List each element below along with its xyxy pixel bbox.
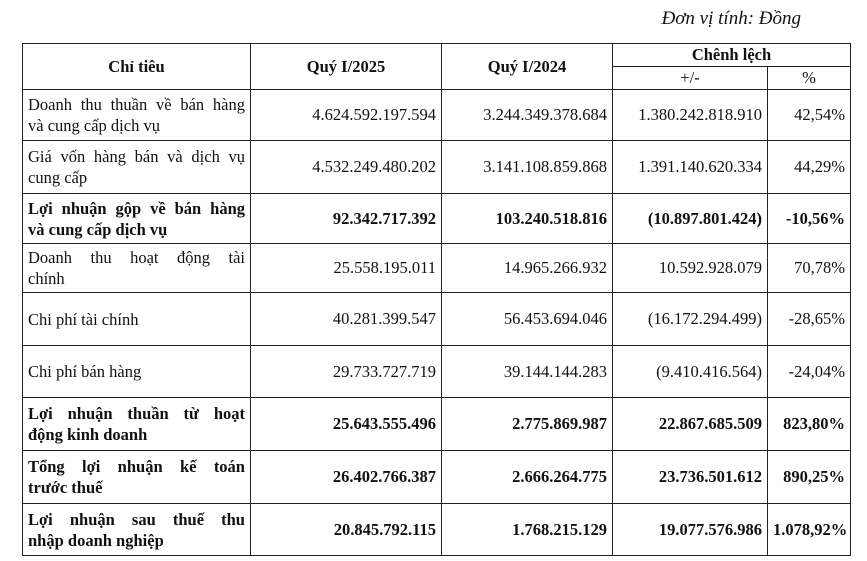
value-q2024: 2.666.264.775: [442, 451, 613, 504]
table-row: [23, 398, 851, 451]
table-row: [23, 293, 851, 346]
row-label: Doanh thu hoạt động tài chính: [23, 244, 251, 293]
table-row: [23, 504, 851, 556]
value-pct: 42,54%: [768, 90, 851, 141]
row-label: Tổng lợi nhuận kế toán trước thuế: [23, 451, 251, 504]
row-label: Chi phí tài chính: [23, 293, 251, 346]
value-pct: -10,56%: [768, 194, 851, 244]
value-diff: (10.897.801.424): [613, 194, 768, 244]
value-q2024: 103.240.518.816: [442, 194, 613, 244]
table-row: [23, 244, 851, 293]
value-pct: 823,80%: [768, 398, 851, 451]
value-pct: 1.078,92%: [768, 504, 851, 556]
header-diff-pct: %: [768, 67, 851, 90]
value-pct: 890,25%: [768, 451, 851, 504]
header-q2025: Quý I/2025: [251, 44, 442, 90]
value-q2025: 4.624.592.197.594: [251, 90, 442, 141]
value-q2024: 39.144.144.283: [442, 346, 613, 398]
value-pct: 70,78%: [768, 244, 851, 293]
value-q2025: 92.342.717.392: [251, 194, 442, 244]
header-q2024: Quý I/2024: [442, 44, 613, 90]
row-label: Lợi nhuận sau thuế thu nhập doanh nghiệp: [23, 504, 251, 556]
table-row: [23, 141, 851, 194]
value-pct: -28,65%: [768, 293, 851, 346]
value-q2024: 2.775.869.987: [442, 398, 613, 451]
table-row: [23, 90, 851, 141]
value-q2024: 14.965.266.932: [442, 244, 613, 293]
row-label: Lợi nhuận thuần từ hoạt động kinh doanh: [23, 398, 251, 451]
value-diff: 1.391.140.620.334: [613, 141, 768, 194]
value-diff: 22.867.685.509: [613, 398, 768, 451]
value-q2025: 4.532.249.480.202: [251, 141, 442, 194]
value-diff: (9.410.416.564): [613, 346, 768, 398]
value-q2024: 3.141.108.859.868: [442, 141, 613, 194]
value-diff: 1.380.242.818.910: [613, 90, 768, 141]
row-label: Chi phí bán hàng: [23, 346, 251, 398]
value-q2024: 56.453.694.046: [442, 293, 613, 346]
row-label: Lợi nhuận gộp về bán hàng và cung cấp dịch vụ: [23, 194, 251, 244]
value-q2025: 40.281.399.547: [251, 293, 442, 346]
value-diff: 19.077.576.986: [613, 504, 768, 556]
header-diff-abs: +/-: [613, 67, 768, 90]
header-diff: Chênh lệch: [613, 44, 851, 67]
table-row: [23, 451, 851, 504]
value-pct: -24,04%: [768, 346, 851, 398]
value-q2024: 1.768.215.129: [442, 504, 613, 556]
header-item: Chỉ tiêu: [23, 44, 251, 90]
table-row: [23, 194, 851, 244]
value-pct: 44,29%: [768, 141, 851, 194]
table-row: [23, 346, 851, 398]
value-q2025: 29.733.727.719: [251, 346, 442, 398]
row-label: Giá vốn hàng bán và dịch vụ cung cấp: [23, 141, 251, 194]
value-q2024: 3.244.349.378.684: [442, 90, 613, 141]
value-q2025: 20.845.792.115: [251, 504, 442, 556]
value-q2025: 25.643.555.496: [251, 398, 442, 451]
financial-table: [22, 43, 851, 556]
value-q2025: 25.558.195.011: [251, 244, 442, 293]
value-diff: (16.172.294.499): [613, 293, 768, 346]
value-diff: 10.592.928.079: [613, 244, 768, 293]
value-q2025: 26.402.766.387: [251, 451, 442, 504]
value-diff: 23.736.501.612: [613, 451, 768, 504]
row-label: Doanh thu thuần về bán hàng và cung cấp dịch vụ: [23, 90, 251, 141]
unit-label: Đơn vị tính: Đồng: [661, 8, 801, 29]
